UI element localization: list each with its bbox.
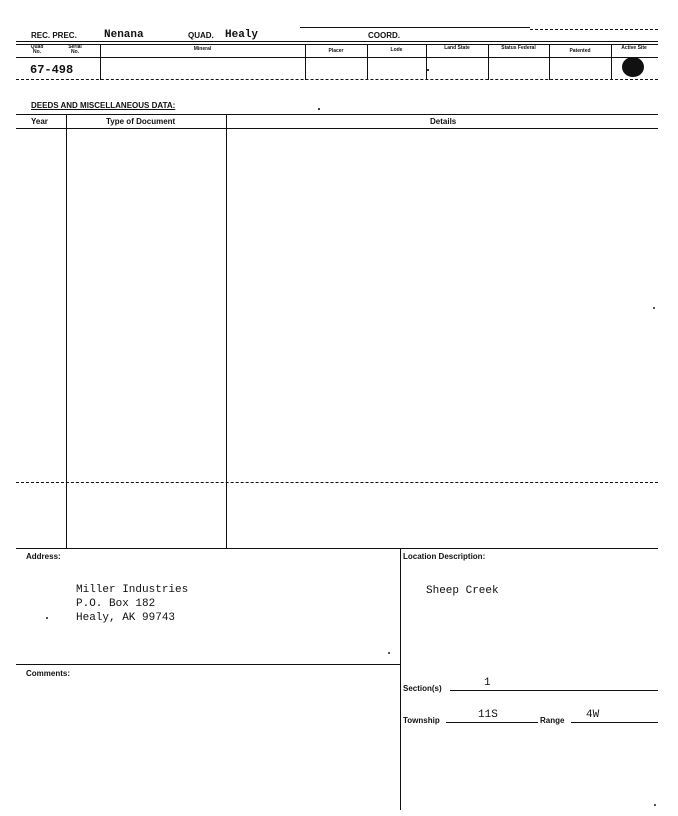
deeds-section-title: DEEDS AND MISCELLANEOUS DATA: [31, 101, 176, 110]
col-placer: Placer [328, 48, 344, 54]
rec-prec-label: REC. PREC. [31, 31, 77, 40]
quad-serial-value: 67-498 [30, 63, 74, 77]
col-details: Details [430, 117, 457, 126]
active-site-mark [622, 57, 644, 77]
address-line-2: P.O. Box 182 [76, 598, 156, 610]
col-land-state: Land State [444, 45, 470, 51]
address-label: Address: [26, 552, 61, 561]
address-line-3: Healy, AK 99743 [76, 612, 176, 624]
col-patented: Patented [569, 48, 591, 54]
deeds-dashed-separator [16, 482, 658, 483]
range-label: Range [540, 716, 565, 725]
quad-label: QUAD. [188, 31, 214, 40]
col-lode: Lode [390, 47, 403, 53]
col-status-federal: Status Federal [501, 45, 536, 51]
comments-label: Comments: [26, 669, 71, 678]
quad-value: Healy [225, 29, 259, 41]
rec-prec-value: Nenana [104, 29, 144, 41]
top-dashed-line [530, 29, 658, 30]
address-block [76, 583, 188, 625]
col-mineral: Mineral [193, 46, 212, 52]
section-value: 1 [484, 677, 491, 689]
col-quad-no: Quad No. [30, 44, 44, 55]
address-location-divider [400, 548, 401, 810]
col-type-of-document: Type of Document [106, 117, 176, 126]
coord-label: COORD. [368, 31, 400, 40]
range-value: 4W [586, 709, 600, 721]
township-label: Township [403, 716, 440, 725]
section-label: Section(s) [403, 684, 442, 693]
township-value: 11S [478, 709, 498, 721]
location-description-value: Sheep Creek [426, 585, 499, 597]
address-line-1: Miller Industries [76, 584, 189, 596]
header-underline [16, 41, 658, 42]
col-serial-no: Serial No. [68, 44, 82, 55]
location-description-label: Location Description: [403, 552, 486, 561]
col-active-site: Active Site [621, 45, 647, 51]
record-row-bottom-line [16, 79, 658, 80]
col-year: Year [31, 117, 48, 126]
